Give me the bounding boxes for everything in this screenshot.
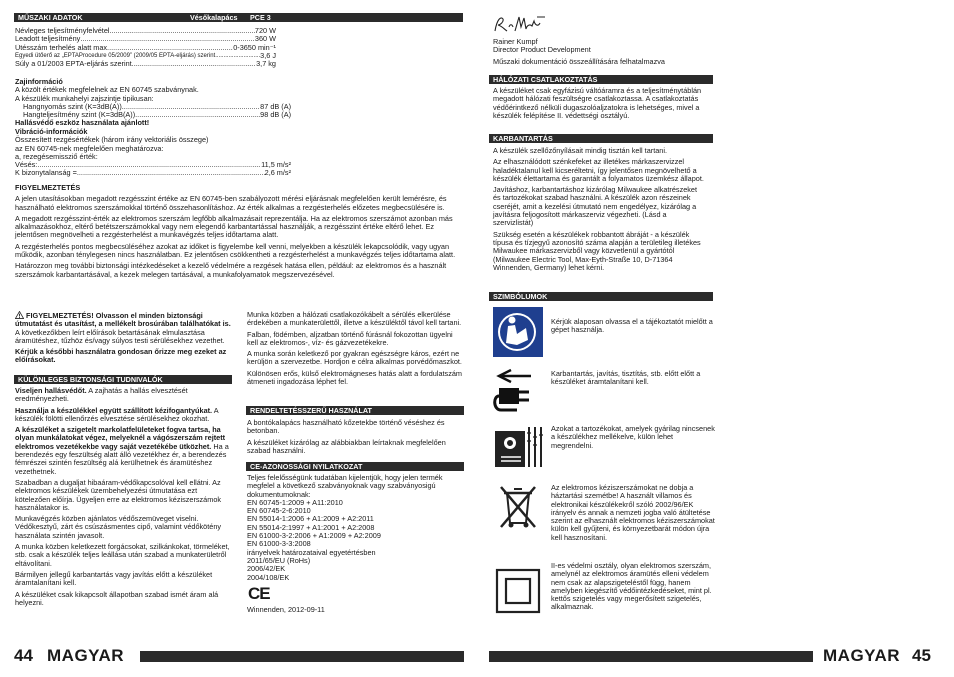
safety-paragraph: A készüléket csak kikapcsolt állapotban szabad ismét áram alá helyezni. <box>15 589 219 607</box>
maintenance-text <box>493 147 705 275</box>
class-ii-icon <box>493 566 543 616</box>
safety-paragraph: Munkavégzés közben ajánlatos védőszemüveget viselni. Védőkesztyű, zárt és csúszásmentes cipő, valamint védőkötény használata szintén javasolt. <box>15 514 222 540</box>
safety-paragraph: Bármilyen jellegű karbantartás vagy javítás előtt a készüléket áramtalanítani kell. <box>15 569 213 588</box>
footer-rule <box>140 651 464 662</box>
read-manual-icon <box>493 307 543 357</box>
tech-data-header <box>14 13 463 22</box>
warning-paragraph: A rezgésterhelés pontos megbecsüléséhez azokat az időket is figyelembe kell venni, melyekben a készülék lekapcsolódik, vagy ugyan működik, azonban ténylegesen nincs használatban. Ez jelentősen csökkentheti a rezgésterhelést a munkavégzés teljes időtartama alatt. <box>15 241 456 260</box>
special-safety-header: KÜLÖNLEGES BIZTONSÁGI TUDNIVALÓK <box>14 375 232 384</box>
maintenance-paragraph: Az elhasználódott szénkefeket az illetékes márkaszervizzel haladéktalanul kell kicseréltetni, így jelentősen megnövelhető a készülék élettartama és garantált a folyamatos üzemkész állapot. <box>493 157 704 183</box>
ce-date: Winnenden, 2012-09-11 <box>247 605 325 614</box>
unplug-icon <box>493 366 543 416</box>
signer-block <box>493 38 713 66</box>
signature-icon <box>493 13 549 35</box>
model-name: Vésőkalapács <box>190 13 238 22</box>
warning-triangle-icon <box>15 311 24 319</box>
safety-paragraph: A munka során keletkező por gyakran egészségre káros, ezért ne kerüljön a szervezetbe. Hordjon e célra alkalmas porvédőmaszkot. <box>247 349 462 367</box>
signer-name: Rainer Kumpf <box>493 37 538 46</box>
spec-row: Névleges teljesítményfelvétel ..... 720 W <box>15 27 276 35</box>
footer-rule <box>489 651 813 662</box>
ce-declaration <box>247 474 465 582</box>
symbol-text: Az elektromos kéziszerszámokat ne dobja a háztartási szemétbe! A használt villamos és elektronikai készülékekről szóló 2002/96/EK irányelv és annak a nemzeti jogba való átültetése szerint az elhasznált elektromos kéziszerszámokat külön kell gyűjteni, és környezetbarát módon újra kell hasznosítani. <box>551 483 715 542</box>
page-number: 44 <box>14 646 33 665</box>
language-label: MAGYAR <box>47 646 124 665</box>
spec-list <box>15 27 276 68</box>
safety-paragraph: Szabadban a dugaljat hibaáram-védőkapcsolóval kell ellátni. Az elektromos készülékek üzembehelyezési útmutatása ezt kötelezően előírja. Ügyeljen erre az elektromos kéziszerszámok használatakor is. <box>15 477 222 512</box>
hearing-warning: Hallásvédő eszköz használata ajánlott! <box>15 118 150 128</box>
vibration-info <box>15 128 291 178</box>
noise-title: Zajinformáció <box>15 77 63 86</box>
noise-row: Hangnyomás szint (K=3dB(A)) ..... 87 dB (A) <box>15 103 291 111</box>
vibration-line: a, rezegésemissziő érték: <box>15 151 98 161</box>
vibration-line: az EN 60745-nek megfelelően meghatározva: <box>15 143 164 153</box>
ce-line: EN 60745-1:2009 + A11:2010 <box>247 497 343 507</box>
ce-line: 2004/108/EK <box>247 572 290 582</box>
weee-bin-icon <box>493 481 543 531</box>
symbol-text: Azokat a tartozékokat, amelyek gyárilag nincsenek a készülékhez mellékelve, külön lehet megrendelni. <box>551 424 715 450</box>
spec-row: Ütésszám terhelés alatt max. ..... 0-3650 min⁻¹ <box>15 44 276 52</box>
maintenance-paragraph: A készülék szellőzőnyílásait mindig tisztán kell tartani. <box>493 146 667 155</box>
model-code: PCE 3 <box>250 13 271 22</box>
ce-line: EN 55014-1:2006 + A1:2009 + A2:2011 <box>247 514 374 524</box>
vibration-title: Vibráció-információk <box>15 127 88 136</box>
language-label: MAGYAR <box>823 646 900 665</box>
intended-use-header: RENDELTETÉSSZERŰ HASZNÁLAT <box>246 406 464 415</box>
symbol-text: Kérjük alaposan olvassa el a tájékoztatót mielőtt a gépet használja. <box>551 317 713 335</box>
warning-title: FIGYELMEZTETÉS <box>15 183 81 192</box>
warning-paragraph: A megadott rezgésszint-érték az elektromos szerszám legfőbb alkalmazásait reprezentálja. Ha az elektromos szerszámot azonban más alkalmazásokhoz, eltérő betétszerszámokkal vagy nem elegendő karbantartással használják, a rezgésszint értéke eltérő lehet. Ez jelentősen megnövelheti a rezgésterhelést a munkavégzés teljes időtartama alatt. <box>15 213 453 240</box>
page-number: 45 <box>912 646 931 665</box>
vibration-warning <box>15 184 465 282</box>
warning-paragraph: Határozzon meg további biztonsági intézkedéseket a kezelő védelmére a rezgések hatása ellen, például: az elektromos és a használt szerszámok karbantartásával, a kezek melegen tartásával, a munkafolyamatok megszervezésével. <box>15 261 447 279</box>
symbol-text: Karbantartás, javítás, tisztítás, stb. előtt előtt a készüléket áramtalanítani kell. <box>551 369 701 387</box>
maintenance-header: KARBANTARTÁS <box>489 134 713 143</box>
tech-data-title: MŰSZAKI ADATOK <box>18 13 83 22</box>
noise-line: A közölt értékek megfelelnek az EN 60745 szabványnak. <box>15 85 199 95</box>
ce-line: 2011/65/EU (RoHs) <box>247 555 311 565</box>
ce-line: irányelvek határozataival egyetértésben <box>247 547 376 557</box>
keep-instructions: Kérjük a későbbi használatra gondosan őrizze meg ezeket az előírásokat. <box>15 347 227 365</box>
use-paragraph: A készüléket kizárólag az alábbiakban leírtaknak megfelelően szabad használni. <box>247 437 446 455</box>
left-footer <box>14 646 464 666</box>
right-footer <box>489 646 939 666</box>
noise-line: A készülék munkahelyi zajszintje tipikusan: <box>15 93 154 103</box>
ce-line: 2006/42/EK <box>247 564 286 574</box>
signer-role: Director Product Development <box>493 45 591 55</box>
spec-row: Súly a 01/2003 EPTA-eljárás szerint. ..... 3,7 kg <box>15 60 276 68</box>
accessories-icon <box>493 421 543 471</box>
maintenance-paragraph: Javításhoz, karbantartáshoz kizárólag Milwaukee alkatrészeket és tartozékokat szabad használni. A készülék azon részeinek cseréjét, amit a kezelési útmutató nem engedélyez, kizárólag a javításra feljogosított márkaszerviz végezheti. (Lásd a szervizlistát) <box>493 185 698 228</box>
ce-line: EN 55014-2:1997 + A1:2001 + A2:2008 <box>247 522 375 532</box>
special-safety-item: Használja a készülékkel együtt szállított kézifogantyúkat. A készülék fölötti ellenőrzés elvesztése sérülésekhez okozhat. <box>15 405 219 423</box>
vibration-row: Vésés: ..... 11,5 m/s² <box>15 161 291 169</box>
spec-row: Egyedi ütőerő az „EPTAProcedure 05/2009” (2009/05 EPTA-eljárás) szerint ..... 3,6 J <box>15 52 276 60</box>
vibration-row: K bizonytalanság = ..... 2,6 m/s² <box>15 169 291 177</box>
spec-row: Leadott teljesítmény ..... 360 W <box>15 35 276 43</box>
safety-paragraph: Különösen erős, külső elektromágneses hatás alatt a fordulatszám átmeneti ingadozása léphet fel. <box>247 368 462 387</box>
mains-paragraph: A készüléket csak egyfázisú váltóáramra és a teljesítménytáblán megadott hálózati feszültségre csatlakoztassa. A csatlakoztatás védőérintkező nélküli dugaszolóaljzatokra is lehetséges, mivel a készülék felépítése II. védettségi osztályú. <box>493 86 702 120</box>
ce-intro: Teljes felelősségünk tudatában kijelentjük, hogy jelen termék megfelel a következő szabványoknak vagy szabványosigú dokumentumoknak: <box>247 473 443 499</box>
safety-column-2 <box>247 311 465 389</box>
vibration-line: Összesített rezgésértékek (három irány vektoriális összege) <box>15 135 209 145</box>
signer-note: Műszaki dokumentáció összeállítására felhatalmazva <box>493 56 665 66</box>
safety-paragraph: Munka közben a hálózati csatlakozókábelt a sérülés elkerülése érdekében a munkaterülettől, illetve a készüléktől távol kell tartani. <box>247 310 462 328</box>
warning-paragraph: A jelen utasításokban megadott rezgésszint értéke az EN 60745-ben szabályozott mérési eljárásnak megfelelően került lemérésre, és használható elektromos szerszámokkal történő összehasonlításhoz. Az érték alkalmas a rezgésterhelés előzetes megbecsülésére is. <box>15 194 447 212</box>
ce-line: EN 61000-3-3:2008 <box>247 539 311 549</box>
ce-line: EN 60745-2-6:2010 <box>247 506 311 516</box>
symbols-header: SZIMBÓLUMOK <box>489 292 713 301</box>
special-safety-item: A készüléket a szigetelt markolatfelületeket fogva tartsa, ha olyan munkálatokat végez, melyeknél a vágószerszám rejtett elektromos vezetékekbe vagy saját vezetékébe ütközhet. Ha a berendezés egy feszültség alatt álló vezetékhez ér, a berendezés fémrészei szintén feszültség alá kerülhetnek és áramütéshez vezethetnek. <box>15 425 229 476</box>
noise-info <box>15 78 291 128</box>
special-safety-item: Viseljen hallásvédőt. A zajhatás a hallás elvesztését eredményezheti. <box>15 386 188 404</box>
mains-header: HÁLÓZATI CSATLAKOZTATÁS <box>489 75 713 84</box>
maintenance-paragraph: Szükség esetén a készülékek robbantott ábráját - a készülék típusa és tízjegyű azonosító száma alapján a területileg illetékes Milwaukee márkaszervizből vagy közvetlenül a gyártótól (Milwaukee Electric Tool, Max-Eyth-Straße 10, D-71364 Winnenden, Germany) lehet kérni. <box>493 229 701 272</box>
symbol-text: II-es védelmi osztály, olyan elektromos szerszám, amelynél az elektromos áramütés elleni védelem nem csak az alapszigeteléstől függ, hanem amelyben kiegészítő védőintézkedéseket, mint pl. kettős szigetelés vagy megerősített szigetelés, alkalmaznak. <box>551 561 712 612</box>
ce-mark-icon: CE <box>248 584 270 603</box>
intended-use <box>247 419 465 458</box>
ce-declaration-header: CE-AZONOSSÁGI NYILATKOZAT <box>246 462 464 471</box>
noise-row: Hangteljesítmény szint (K=3dB(A)) ..... 98 dB (A) <box>15 111 291 119</box>
special-safety-list <box>15 387 233 610</box>
use-paragraph: A bontókalapács használható kőzetekbe történő véséshez és betonban. <box>247 418 445 436</box>
safety-paragraph: A munka közben keletkezett forgácsokat, szilkánkokat, törmeléket, stb. csak a készülék teljes leállása után szabad a munkaterületről eltávolítani. <box>15 542 230 568</box>
safety-paragraph: Falban, födémben, aljzatban történő fúrásnál fokozottan ügyelni kell az elektromos-, víz- és gázvezetékekre. <box>247 329 453 347</box>
safety-column-1 <box>15 311 233 368</box>
ce-line: EN 61000-3-2:2006 + A1:2009 + A2:2009 <box>247 531 381 541</box>
general-safety-warning: FIGYELMEZTETÉS! Olvasson el minden biztonsági útmutatást és utasítást, a mellékelt brosúrában találhatókat is. A következőkben leírt előírások betartásának elmulasztása áramütéshez, tűzhöz és/vagy súlyos testi sérülésekhez vezethet. <box>15 311 231 345</box>
